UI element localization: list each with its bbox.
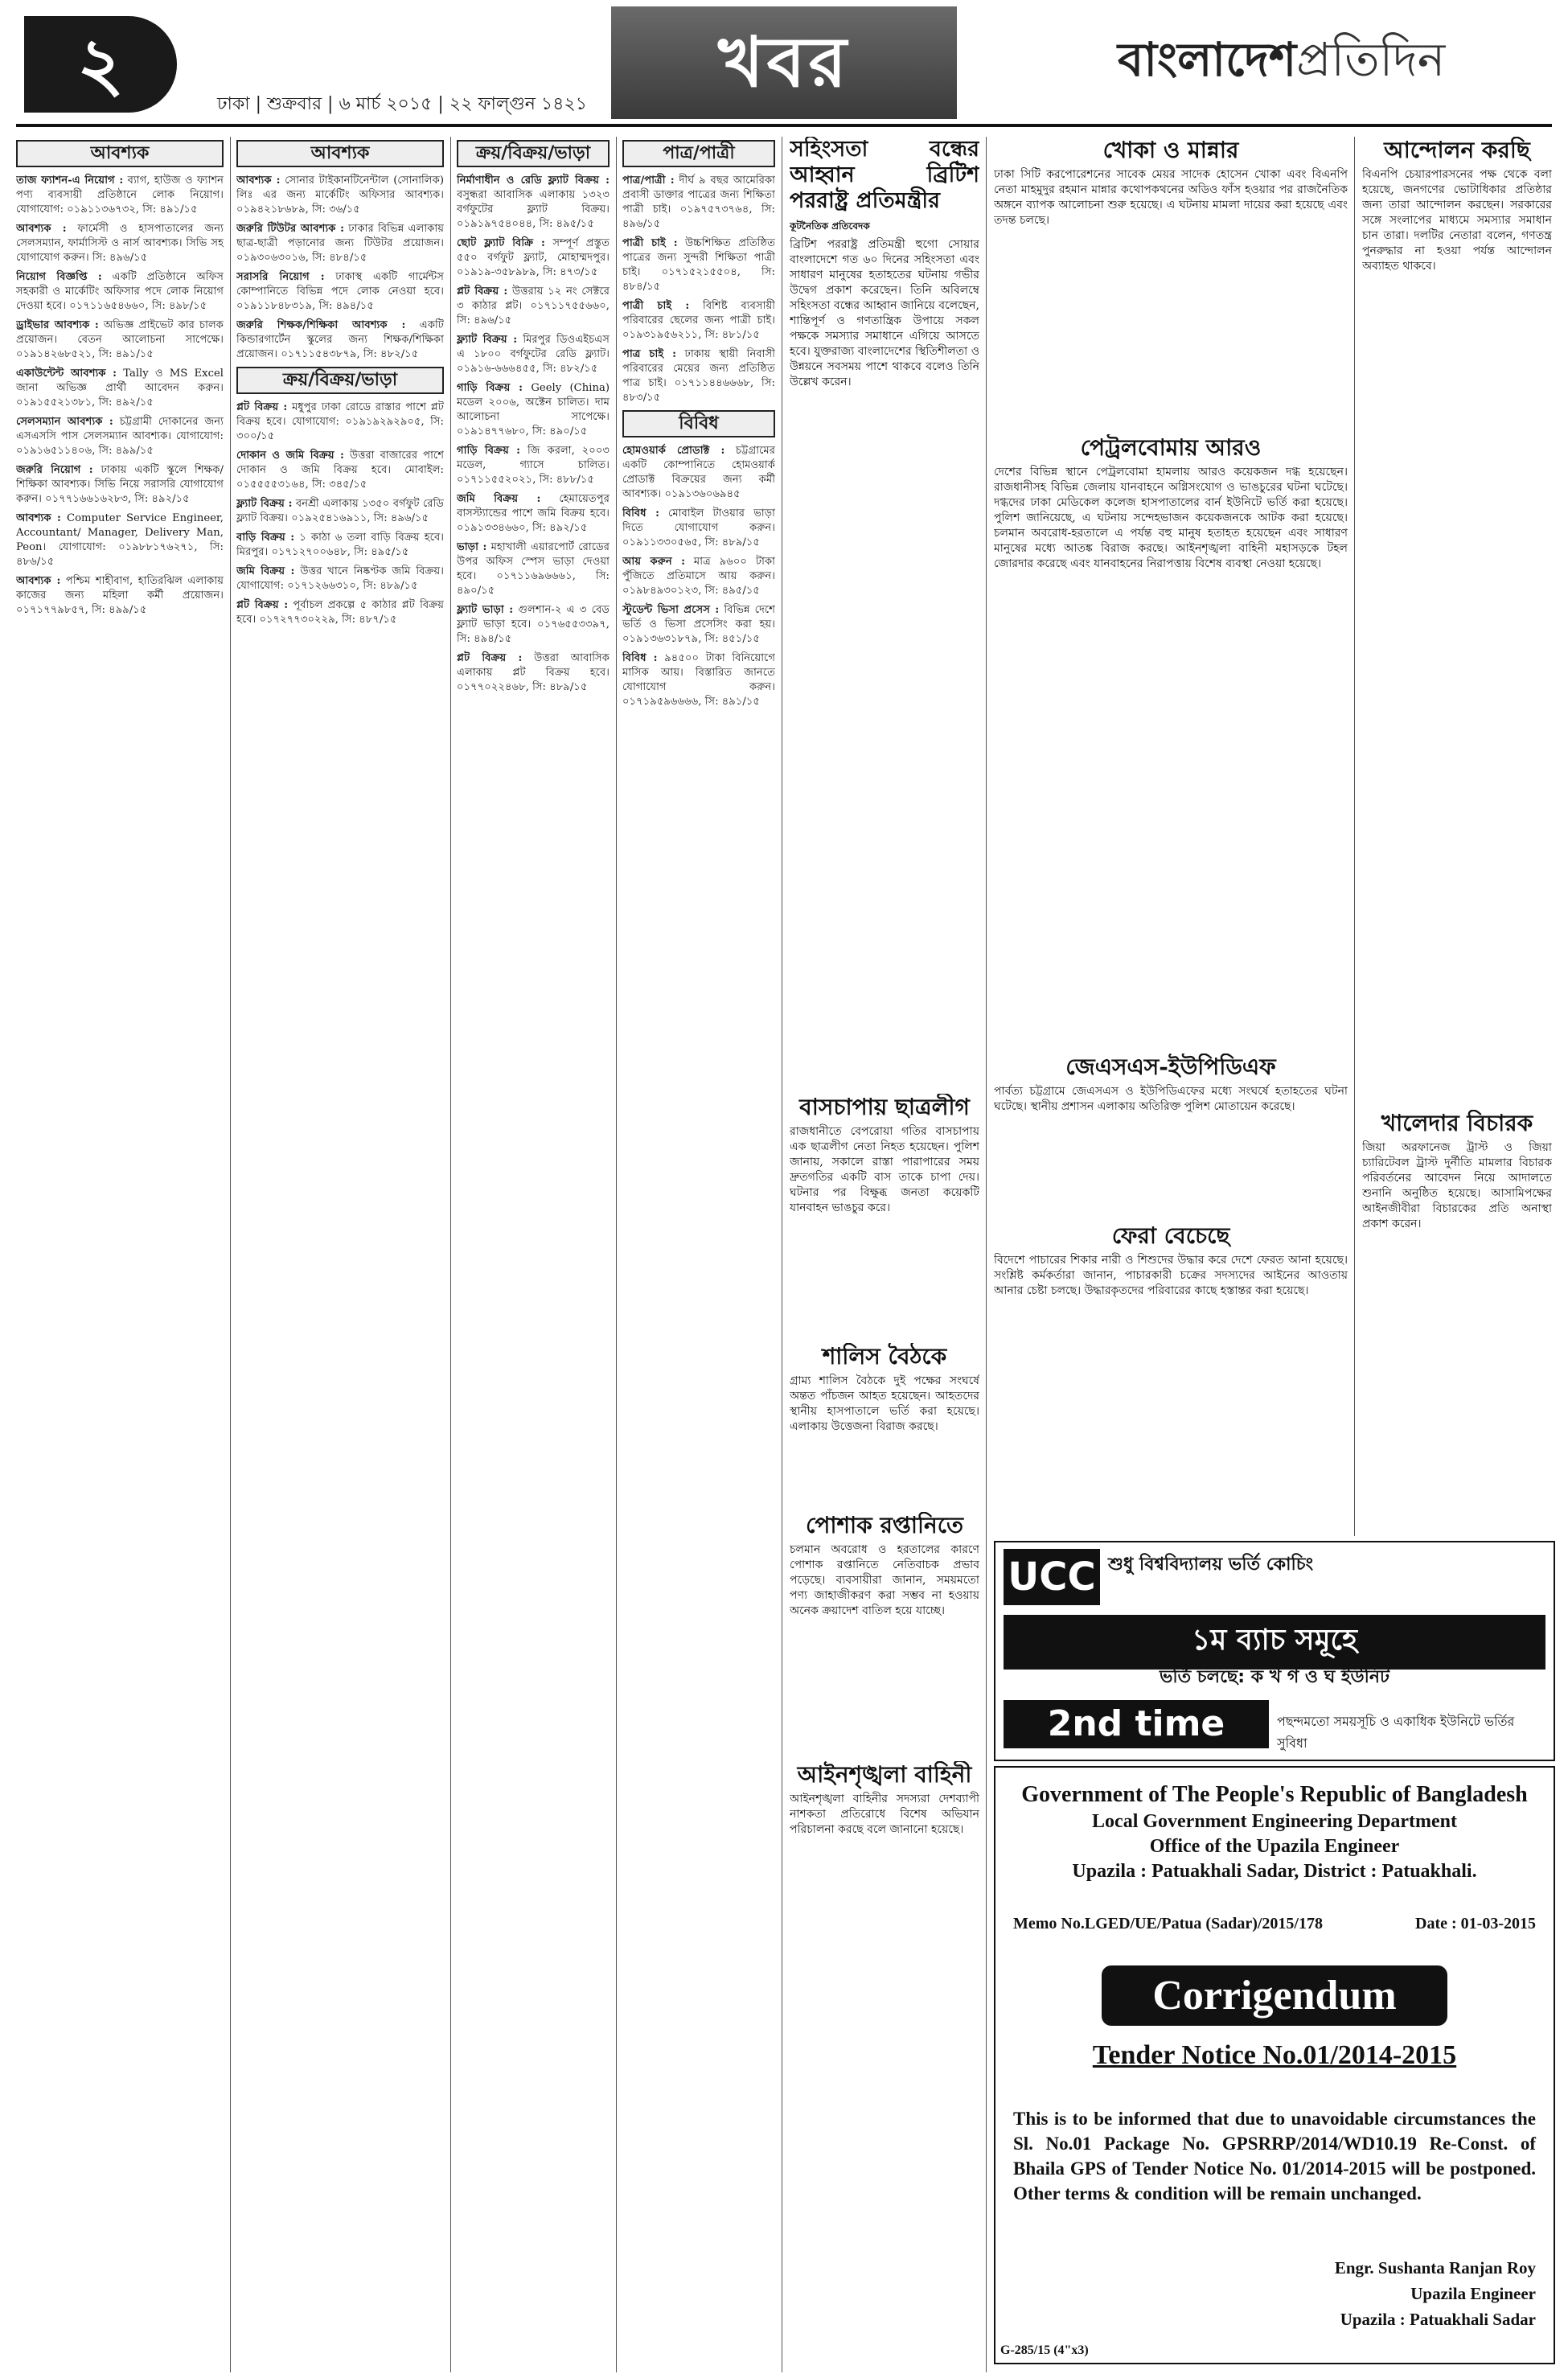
article-headline: বাসচাপায় ছাত্রলীগ (799, 1094, 970, 1120)
classified-column-1 (16, 137, 224, 2364)
ad-lead: প্লট বিক্রয় : (457, 285, 508, 298)
ad-lead: জরুরি নিয়োগ : (16, 464, 93, 476)
article-body: গ্রাম্য শালিস বৈঠকে দুই পক্ষের সংঘর্ষে অন্তত পাঁচজন আহত হয়েছেন। আহতদের স্থানীয় হাসপাতালে ভর্তি করা হয়েছে। এলাকায় উত্তেজনা বিরাজ করছে। (790, 1374, 979, 1433)
ad-second-time: 2nd time (1004, 1700, 1269, 1748)
ad-lead: হোমওয়ার্ক প্রোডাক্ট : (622, 445, 725, 457)
classified-ad (16, 511, 224, 569)
ad-text: মধুপুর ঢাকা রোডে রাস্তার পাশে প্লট বিক্রয় হবে। যোগাযোগ: ০১৯১৯২৯২৯০৫, সি: ৩০০/১৫ (236, 401, 444, 442)
signer-place: Upazila : Patuakhali Sadar (1340, 2310, 1536, 2329)
column-heading: আবশ্যক (236, 140, 444, 167)
classified-ad (16, 574, 224, 618)
classified-ad (236, 449, 444, 492)
classified-ad (16, 270, 224, 314)
ad-text: Computer Service Engineer, Accountant/ Manager, Delivery Man, Peon। যোগাযোগ: ০১৯৮৮১৭৬২৭১, সি: ৪৮৬/১৫ (16, 512, 224, 568)
ad-text: Geely (China) মডেল ২০০৬, অক্টেন চালিত। দাম আলোচনা সাপেক্ষে। ০১৯১৪৭৭৬৮০, সি: ৪৯০/১৫ (457, 382, 610, 437)
classified-ad (457, 651, 610, 695)
ad-text: মাত্র ৯৬০০ টাকা পুঁজিতে প্রতিমাসে আয় করুন। ০১৯৮৪৯৩০১২৩, সি: ৪৯৫/১৫ (622, 556, 775, 597)
classified-column-2 (236, 137, 444, 2364)
ad-text: ১ কাঠা ৬ তলা বাড়ি বিক্রয় হবে। মিরপুর। ০১৭১২৭০০৬৪৮, সি: ৪৯৫/১৫ (236, 532, 444, 558)
column-divider (450, 137, 451, 2372)
ad-lead: জরুরি শিক্ষক/শিক্ষিকা আবশ্যক : (236, 319, 406, 331)
ad-text: উত্তর খানে নিষ্কণ্টক জমি বিক্রয়। যোগাযোগ: ০১৭১২৬৬৩১০, সি: ৪৮৯/১৫ (236, 565, 444, 592)
ad-text: হেমায়েতপুর বাসস্ট্যান্ডের পাশে জমি বিক্রয় হবে। ০১৯১৩৩৪৬৬০, সি: ৪৯২/১৫ (457, 493, 610, 534)
ad-text: সম্পূর্ণ প্রস্তুত ৫৫০ বর্গফুট ফ্ল্যাট, মোহাম্মদপুর। ০১৯১৯-৩৫৮৯৮৯, সি: ৪৭৩/১৫ (457, 237, 610, 278)
ad-lead: স্টুডেন্ট ভিসা প্রসেস : (622, 604, 720, 616)
ad-text: চট্টগ্রামের একটি কোম্পানিতে হোমওয়ার্ক প্রোডাক্ট বিক্রয়ের জন্য কর্মী আবশ্যক। ০১৯১৩৬০৬৯৪৫ (622, 445, 775, 500)
ad-lead: পাত্রী চাই : (622, 300, 690, 312)
article-body: বিএনপি চেয়ারপারসনের পক্ষ থেকে বলা হয়েছে, জনগণের ভোটাধিকার প্রতিষ্ঠার জন্য তারা আন্দোলন করছেন। সরকারের সঙ্গে সংলাপের মাধ্যমে সমস্যার সমাধান চান তারা। দলটির নেতারা বলেন, গণতন্ত্র পুনরুদ্ধার না হওয়া পর্যন্ত আন্দোলন অব্যাহত থাকবে। (1362, 168, 1552, 273)
classified-ad (236, 270, 444, 314)
ad-lead: বিবিধ : (622, 652, 658, 664)
article-headline: আইনশৃঙ্খলা বাহিনী (797, 1761, 972, 1788)
ad-text: ব্যাগ, হাউজ ও ফ্যাশন পণ্য ব্যবসায়ী প্রতিষ্ঠানে লোক নিয়োগ। যোগাযোগ: ০১৯১১৩৬৭৩২, সি: ৪৯১/১৫ (16, 175, 224, 216)
ad-lead: ফ্ল্যাট বিক্রয় : (236, 498, 293, 510)
ad-lead: ছোট ফ্ল্যাট বিক্রি : (457, 237, 545, 249)
ad-text: উত্তরা বাজারের পাশে দোকান ও জমি বিক্রয় হবে। মোবাইল: ০১৫৫৫৫৩১৬৪, সি: ৩৪৫/১৫ (236, 450, 444, 491)
article-body: রাজধানীতে বেপরোয়া গতির বাসচাপায় এক ছাত্রলীগ নেতা নিহত হয়েছেন। পুলিশ জানায়, সকালে রাস্তা পারাপারের সময় দ্রুতগতির একটি বাস তাকে চাপা দেয়। ঘটনার পর বিক্ষুব্ধ জনতা কয়েকটি যানবাহন ভাঙচুর করে। (790, 1125, 979, 1214)
classified-ad (622, 174, 775, 232)
article-headline: আন্দোলন করছি (1384, 137, 1530, 163)
classified-ad (622, 555, 775, 598)
ad-lead: ফ্ল্যাট বিক্রয় : (457, 334, 518, 346)
section-title: খবর (611, 6, 957, 119)
ad-lead: প্লট বিক্রয় : (236, 599, 289, 611)
ad-lead: আয় করুন : (622, 556, 685, 568)
ucc-coaching-ad (994, 1541, 1555, 1761)
ad-text: ৯৪৫০০ টাকা বিনিয়োগে মাসিক আয়। বিস্তারিত জানতে যোগাযোগ করুন। ০১৭১৯৫৯৬৬৬৬, সি: ৪৯১/১৫ (622, 652, 775, 708)
classified-ad (16, 367, 224, 410)
dateline: ঢাকা | শুক্রবার | ৬ মার্চ ২০১৫ | ২২ ফাল্গুন ১৪২১ (217, 94, 587, 114)
ad-text: অভিজ্ঞ প্রাইভেট কার চালক প্রয়োজন। বেতন আলোচনা সাপেক্ষে। ০১৯১৪২৬৮৫২১, সি: ৪৯১/১৫ (16, 319, 224, 360)
article-body: জিয়া অরফানেজ ট্রাস্ট ও জিয়া চ্যারিটেবল ট্রাস্ট দুর্নীতি মামলার বিচারক পরিবর্তনের আবেদন নিয়ে আদালতে শুনানি অনুষ্ঠিত হয়েছে। আসামিপক্ষের আইনজীবীরা বিচারকের প্রতি অনাস্থা প্রকাশ করেন। (1362, 1141, 1552, 1230)
article-uk-minister (790, 137, 979, 1086)
newspaper-logo (1118, 24, 1445, 102)
column-divider (986, 137, 987, 2372)
tender-notice-number: Tender Notice No.01/2014-2015 (1092, 2040, 1457, 2070)
tender-signature (1335, 2255, 1536, 2332)
classified-ad (622, 507, 775, 550)
classified-ad (16, 222, 224, 265)
tender-memo: Memo No.LGED/UE/Patua (Sadar)/2015/178 (1013, 1915, 1323, 1932)
classified-ad (236, 400, 444, 444)
ad-lead: বাড়ি বিক্রয় : (236, 532, 295, 544)
ad-lead: পাত্র চাই : (622, 348, 676, 360)
ad-lead: ফ্ল্যাট ভাড়া : (457, 604, 514, 616)
tender-upazila: Upazila : Patuakhali Sadar, District : Patuakhali. (1072, 1861, 1477, 1882)
ad-text: ঢাকাস্থ একটি গার্মেন্টস কোম্পানিতে বিভিন্ন পদে লোক নেওয়া হবে। ০১৯১১৮৪৮৩১৯, সি: ৪৯৪/১৫ (236, 271, 444, 312)
ad-note: পছন্দমতো সময়সূচি ও একাধিক ইউনিটে ভর্তির সুবিধা (1277, 1714, 1515, 1751)
article-shalish (790, 1343, 979, 1504)
classified-ad (622, 651, 775, 709)
ad-text: ঢাকার বিভিন্ন এলাকায় ছাত্র-ছাত্রী পড়ানোর জন্য টিউটর প্রয়োজন। ০১৯৩০৬৩০১৬, সি: ৪৮৪/১৫ (236, 223, 444, 264)
article-body: চলমান অবরোধ ও হরতালের কারণে পোশাক রপ্তানিতে নেতিবাচক প্রভাব পড়েছে। ব্যবসায়ীরা জানান, সময়মতো পণ্য জাহাজীকরণ করা সম্ভব না হওয়ায় অনেক ক্রয়াদেশ বাতিল হয়ে যাচ্ছে। (790, 1543, 979, 1617)
ad-text: ফার্মেসী ও হাসপাতালের জন্য সেলসম্যান, ফার্মাসিস্ট ও নার্স আবশ্যক। সিভি সহ যোগাযোগ করুন। সি: ৪৯৬/১৫ (16, 223, 224, 264)
classified-ad (457, 444, 610, 487)
column-divider (1354, 137, 1355, 1536)
classified-ad (16, 463, 224, 507)
ad-lead: আবশ্যক : (16, 223, 67, 235)
ad-text: উত্তরায় ১২ নং সেক্টরে ৩ কাঠার প্লট। ০১৭১১৭৫৫৬৬০, সি: ৪৯৬/১৫ (457, 285, 610, 327)
article-headline: সহিংসতা বন্ধের আহ্বান ব্রিটিশ পররাষ্ট্র প্রতিমন্ত্রীর (790, 137, 979, 213)
ad-text: দীর্ঘ ৯ বছর আমেরিকা প্রবাসী ডাক্তার পাত্রের জন্য শিক্ষিতা পাত্রী চাই। ০১৯৭৫৭৩৭৬৪, সি: ৪৯৬/১৫ (622, 175, 775, 230)
column-heading: পাত্র/পাত্রী (622, 140, 775, 167)
article-bus-accident (790, 1094, 979, 1335)
masthead (0, 0, 1568, 121)
ad-text: বনশ্রী এলাকায় ১৩৫০ বর্গফুট রেডি ফ্ল্যাট বিক্রয়। ০১৯২৫৪১৬৯১১, সি: ৪৯৬/১৫ (236, 498, 444, 524)
classified-ad (622, 603, 775, 647)
article-headline: পোশাক রপ্তানিতে (805, 1512, 964, 1538)
classified-ad (236, 497, 444, 526)
ad-batch-banner: ১ম ব্যাচ সমূহে (1004, 1615, 1545, 1670)
signer-title: Upazila Engineer (1410, 2284, 1536, 2303)
ad-lead: পাত্র/পাত্রী : (622, 175, 675, 187)
ad-lead: আবশ্যক : (236, 175, 281, 187)
column-divider (230, 137, 231, 2372)
classified-ad (236, 565, 444, 594)
article-body: বিদেশে পাচারের শিকার নারী ও শিশুদের উদ্ধার করে দেশে ফেরত আনা হয়েছে। সংশ্লিষ্ট কর্মকর্তারা জানান, পাচারকারী চক্রের সদস্যদের আইনের আওতায় আনার চেষ্টা চলছে। উদ্ধারকৃতদের পরিবারের কাছে হস্তান্তর করা হয়েছে। (994, 1254, 1348, 1297)
ad-text: একটি প্রতিষ্ঠানে অফিস সহকারী ও মার্কেটিং অফিসার পদে লোক নিয়োগ দেওয়া হবে। ০১৭১১৬৫৪৬৬০, সি: ৪৯৮/১৫ (16, 271, 224, 312)
article-headline: খালেদার বিচারক (1381, 1110, 1533, 1136)
header-rule (16, 124, 1552, 127)
tender-office: Office of the Upazila Engineer (1149, 1836, 1400, 1857)
ad-text: গুলশান-২ এ ৩ বেড ফ্ল্যাট ভাড়া হবে। ০১৭৬৫৫৩৩৯৭, সি: ৪৯৪/১৫ (457, 604, 610, 645)
ad-text: মোবাইল টাওয়ার ভাড়া দিতে যোগাযোগ করুন। ০১৯১১৩৩০৫৬৫, সি: ৪৮৯/১৫ (622, 507, 775, 548)
article-body: ব্রিটিশ পররাষ্ট্র প্রতিমন্ত্রী হুগো সোয়ার বাংলাদেশে গত ৬০ দিনের সহিংসতা এবং সাধারণ মানুষের হতাহতের ঘটনায় গভীর উদ্বেগ প্রকাশ করেছেন। তিনি অবিলম্বে সহিংসতা বন্ধের আহ্বান জানিয়ে বলেছেন, শান্তিপূর্ণ ও গণতান্ত্রিক উপায়ে সকল পক্ষকে সমস্যার সমাধানে এগিয়ে আসতে হবে। যুক্তরাজ্য বাংলাদেশের স্থিতিশীলতা ও উন্নয়নে সবসময় পাশে থাকবে বলেও তিনি উল্লেখ করেন। (790, 238, 979, 388)
ad-lead: প্লট বিক্রয় : (236, 401, 288, 413)
tender-memo-row (1013, 1915, 1536, 1933)
article-body: পার্বত্য চট্টগ্রামে জেএসএস ও ইউপিডিএফের মধ্যে সংঘর্ষে হতাহতের ঘটনা ঘটেছে। স্থানীয় প্রশাসন এলাকায় অতিরিক্ত পুলিশ মোতায়েন করেছে। (994, 1085, 1348, 1113)
classified-ad (457, 285, 610, 328)
ad-text: জি করলা, ২০০৩ মডেল, গ্যাসে চালিত। ০১৭১১৫৫২০২১, সি: ৪৮৮/১৫ (457, 445, 610, 486)
classified-column-3 (457, 137, 610, 2364)
tender-department: Local Government Engineering Department (1092, 1811, 1457, 1832)
ad-text: বিশিষ্ট ব্যবসায়ী পরিবারের ছেলের জন্য পাত্রী চাই। ০১৯৩১৯৫৬২১১, সি: ৪৮১/১৫ (622, 300, 775, 341)
tender-gov-title: Government of The People's Republic of Bangladesh (1021, 1782, 1528, 1807)
article-khaleda-judge (1362, 1110, 1552, 1528)
ad-lead: প্লট বিক্রয় : (457, 652, 523, 664)
ad-lead: পাত্রী চাই : (622, 237, 678, 249)
classified-ad (16, 318, 224, 362)
ad-lead: বিবিধ : (622, 507, 659, 520)
ad-text: চট্টগ্রামী দোকানের জন্য এসএসসি পাস সেলসম্যান আবশ্যক। যোগাযোগ: ০১৯১৬৫১১৪০৬, সি: ৪৯৯/১৫ (16, 416, 224, 457)
classified-ad (236, 318, 444, 362)
ucc-logo: UCC (1004, 1549, 1100, 1605)
column-heading: আবশ্যক (16, 140, 224, 167)
article-headline: পেট্রলবোমায় আরও (1080, 434, 1262, 461)
ad-lead: তাজ ফ্যাশন-এ নিয়োগ : (16, 175, 124, 187)
classified-ad (622, 236, 775, 294)
article-headline: খোকা ও মান্নার (1102, 137, 1239, 163)
ad-text: বসুন্ধরা আবাসিক এলাকায় ১৩২৩ বর্গফুটের ফ্ল্যাট বিক্রয়। ০১৯১৯৭৫৪০৪৪, সি: ৪৯৫/১৫ (457, 189, 610, 230)
article-jss-updf (994, 1054, 1348, 1214)
signer-name: Engr. Sushanta Ranjan Roy (1334, 2258, 1536, 2277)
ad-lead: সেলসম্যান আবশ্যক : (16, 416, 113, 428)
ad-text: পূর্বাচল প্রকল্পে ৫ কাঠার প্লট বিক্রয় হবে। ০১৭২৭৭৩০২২৯, সি: ৪৮৭/১৫ (236, 599, 444, 626)
classified-ad (622, 347, 775, 405)
classified-ad (457, 540, 610, 598)
brand-accent: প্রতিদিন (1296, 32, 1446, 87)
classified-ad (16, 174, 224, 217)
ad-lead: জমি বিক্রয় : (236, 565, 295, 577)
article-body: আইনশৃঙ্খলা বাহিনীর সদস্যরা দেশব্যাপী নাশকতা প্রতিরোধে বিশেষ অভিযান পরিচালনা করছে বলে জানানো হয়েছে। (790, 1793, 979, 1836)
classified-ad (457, 492, 610, 536)
column-heading: বিবিধ (622, 410, 775, 437)
article-headline: জেএসএস-ইউপিডিএফ (1065, 1054, 1276, 1080)
ad-lead: দোকান ও জমি বিক্রয় : (236, 450, 344, 462)
ad-text: পশ্চিম শাহীবাগ, হাতিরঝিল এলাকায় কাজের জন্য মহিলা কর্মী প্রয়োজন। ০১৭১৭৭৯৮৫৭, সি: ৪৯৯/১৫ (16, 575, 224, 616)
ad-text: একটি কিন্ডারগার্টেন স্কুলের জন্য শিক্ষক/শিক্ষিকা প্রয়োজন। ০১৭১১৫৪৩৮৭৯, সি: ৪৮২/১৫ (236, 319, 444, 360)
article-movement (1362, 137, 1552, 1102)
ad-lead: নির্মাণাধীন ও রেডি ফ্ল্যাট বিক্রয় : (457, 175, 610, 187)
classified-ad (236, 222, 444, 265)
article-returned (994, 1222, 1348, 1528)
classified-ad (236, 531, 444, 560)
classified-ad (457, 381, 610, 439)
ad-lead: জরুরি টিউটর আবশ্যক : (236, 223, 344, 235)
article-headline: শালিস বৈঠকে (822, 1343, 947, 1370)
tender-date: Date : 01-03-2015 (1415, 1915, 1536, 1932)
ad-lead: একাউন্টেন্ট আবশ্যক : (16, 368, 117, 380)
ad-tagline: শুধু বিশ্ববিদ্যালয় ভর্তি কোচিং (1108, 1555, 1314, 1575)
ad-lead: নিয়োগ বিজ্ঞপ্তি : (16, 271, 102, 283)
article-khoka-manna (994, 137, 1348, 426)
corrigendum-banner: Corrigendum (1102, 1965, 1447, 2026)
article-body: দেশের বিভিন্ন স্থানে পেট্রলবোমা হামলায় আরও কয়েকজন দগ্ধ হয়েছেন। রাজধানীসহ বিভিন্ন জেলায় যানবাহনে অগ্নিসংযোগ ও ভাঙচুরের ঘটনা ঘটেছে। দগ্ধদের ঢাকা মেডিকেল কলেজ হাসপাতালের বার্ন ইউনিটে ভর্তি করা হয়েছে। পুলিশ জানিয়েছে, এ ঘটনায় সন্দেহভাজন কয়েকজনকে আটক করা হয়েছে। চলমান অবরোধ-হরতালে এ পর্যন্ত বহু মানুষ হতাহত হয়েছেন এবং সাধারণ মানুষের মধ্যে আতঙ্ক বিরাজ করছে। আইনশৃঙ্খলা বাহিনী মহাসড়কে টহল জোরদার করেছে এবং যানবাহনের নিরাপত্তায় বিশেষ ব্যবস্থা নেওয়া হয়েছে। (994, 466, 1348, 570)
article-garment-export (790, 1512, 979, 1753)
classified-ad (457, 236, 610, 280)
ad-text: উত্তরা আবাসিক এলাকায় প্লট বিক্রয় হবে। ০১৭৭০২২৪৬৮, সি: ৪৮৯/১৫ (457, 652, 610, 693)
classified-ad (16, 415, 224, 458)
article-law-enforcement (790, 1761, 979, 1922)
classified-ad (236, 174, 444, 217)
ad-text: বিভিন্ন দেশে ভর্তি ও ভিসা প্রসেসিং করা হয়। ০১৯১৩৬৩১৮৭৯, সি: ৪৫১/১৫ (622, 604, 775, 645)
ad-lead: গাড়ি বিক্রয় : (457, 445, 521, 457)
article-byline: কূটনৈতিক প্রতিবেদক (790, 220, 870, 232)
classified-ad (622, 444, 775, 502)
ad-code: G-285/15 (4"x3) (1000, 2343, 1089, 2357)
classified-ad (457, 603, 610, 647)
brand-main: বাংলাদেশ (1118, 32, 1297, 87)
ad-text: Tally ও MS Excel জানা অভিজ্ঞ প্রার্থী আবেদন করুন। ০১৯১৫৫২১৩৮১, সি: ৪৯২/১৫ (16, 368, 224, 409)
column-heading: ক্রয়/বিক্রয়/ভাড়া (457, 140, 610, 167)
ad-lead: ভাড়া : (457, 541, 487, 553)
ad-text: সোনার টাইকানটিনেন্টাল (সোনালিক) লিঃ এর জন্য মার্কেটিং অফিসার আবশ্যক। ০১৯৪২১৮৬৮৯, সি: ৩৬/১৫ (236, 175, 444, 216)
ad-text: ঢাকায় একটি স্কুলে শিক্ষক/শিক্ষিকা আবশ্যক। সিভি নিয়ে সরাসরি যোগাযোগ করুন। ০১৭৭১৬৬১৬২৮৩, সি: ৪৯২/১৫ (16, 464, 224, 505)
classified-ad (622, 299, 775, 343)
classified-ad (457, 174, 610, 232)
article-body: ঢাকা সিটি করপোরেশনের সাবেক মেয়র সাদেক হোসেন খোকা এবং বিএনপি নেতা মাহমুদুর রহমান মান্নার কথোপকথনের অডিও ফাঁস হওয়ার পর রাজনৈতিক অঙ্গনে ব্যাপক আলোচনা শুরু হয়েছে। এ ঘটনায় মামলা দায়ের করা হয়েছে এবং তদন্ত চলছে। (994, 168, 1348, 227)
classified-ad (236, 598, 444, 627)
ad-lead: আবশ্যক : (16, 575, 61, 587)
ad-lead: সরাসরি নিয়োগ : (236, 271, 325, 283)
classified-ad (457, 333, 610, 376)
column-divider (616, 137, 617, 2372)
ad-text: মিরপুর ডিওএইচএস এ ১৮০০ বর্গফুটের রেডি ফ্ল্যাট। ০১৯১৬-৬৬৬৪৫৫, সি: ৪৮২/১৫ (457, 334, 610, 375)
ad-lead: আবশ্যক : (16, 512, 61, 524)
ad-admission-line: ভর্তি চলছে: ক খ গ ও ঘ ইউনিট (1159, 1667, 1390, 1687)
ad-text: মহাখালী এয়ারপোর্ট রোডের উপর অফিস স্পেস ভাড়া দেওয়া হবে। ০১৭১১৬৯৬৬৬১, সি: ৪৯০/১৫ (457, 541, 610, 597)
article-headline: ফেরা বেচেছে (1111, 1222, 1230, 1249)
column-heading: ক্রয়/বিক্রয়/ভাড়া (236, 367, 444, 394)
article-petrol-bomb (994, 434, 1348, 1045)
ad-lead: ড্রাইভার আবশ্যক : (16, 319, 99, 331)
ad-text: উচ্চশিক্ষিত প্রতিষ্ঠিত পাত্রের জন্য সুন্দরী শিক্ষিতা পাত্রী চাই। ০১৭১৫২১৫৫০৪, সি: ৪৮৪/১৫ (622, 237, 775, 293)
tender-notice (994, 1766, 1555, 2364)
ad-lead: গাড়ি বিক্রয় : (457, 382, 523, 394)
classified-column-4 (622, 137, 775, 2364)
ad-text: ঢাকায় স্থায়ী নিবাসী পরিবারের মেয়ের জন্য প্রতিষ্ঠিত পাত্র চাই। ০১৭১১৪৪৬৬৬৮, সি: ৪৮৩/১৫ (622, 348, 775, 404)
tender-body: This is to be informed that due to unavoidable circumstances the Sl. No.01 Package No. GPSRRP/2014/WD10.19 Re-Const. of Bhaila GPS of Tender Notice No. 01/2014-2015 will be postponed. Other terms & condition will be remain unchanged. (1013, 2109, 1536, 2204)
ad-lead: জমি বিক্রয় : (457, 493, 541, 505)
page-number: ২ (24, 16, 177, 113)
